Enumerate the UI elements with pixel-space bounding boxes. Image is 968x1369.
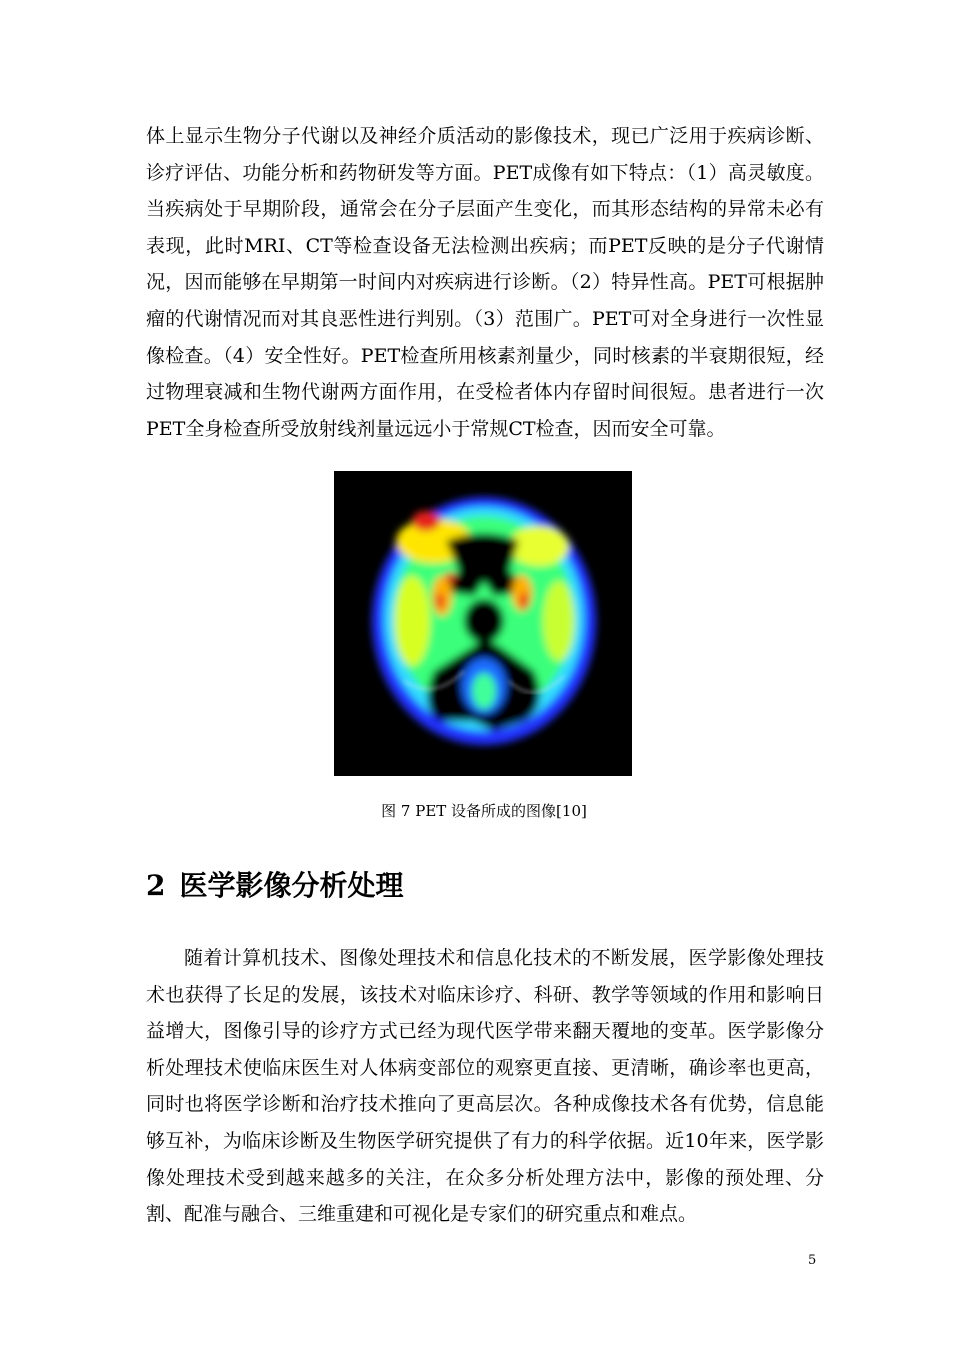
section-paragraph: 随着计算机技术、图像处理技术和信息化技术的不断发展，医学影像处理技术也获得了长足的发展，该技术对临床诊疗、科研、教学等领域的作用和影响日益增大，图像引导的诊疗方式已经为现代医学带来翻天覆地的变革。医学影像分析处理技术使临床医生对人体病变部位的观察更直接、更清晰，确诊率也更高，同时也将医学诊断和治疗技术推向了更高层次。各种成像技术各有优势，信息能够互补，为临床诊断及生物医学研究提供了有力的科学依据。近10年来，医学影像处理技术受到越来越多的关注，在众多分析处理方法中，影像的预处理、分割、配准与融合、三维重建和可视化是专家们的研究重点和难点。 (146, 947, 824, 1226)
pet-brain-image (334, 471, 632, 776)
section-heading (146, 866, 404, 906)
intro-paragraph: 体上显示生物分子代谢以及神经介质活动的影像技术，现已广泛用于疾病诊断、诊疗评估、功能分析和药物研发等方面。PET成像有如下特点：（1）高灵敏度。当疾病处于早期阶段，通常会在分子层面产生变化，而其形态结构的异常未必有表现，此时MRI、CT等检查设备无法检测出疾病；而PET反映的是分子代谢情况，因而能够在早期第一时间内对疾病进行诊断。（2）特异性高。PET可根据肿瘤的代谢情况而对其良恶性进行判别。（3）范围广。PET可对全身进行一次性显像检查。（4）安全性好。PET检查所用核素剂量少，同时核素的半衰期很短，经过物理衰减和生物代谢两方面作用，在受检者体内存留时间很短。患者进行一次PET全身检查所受放射线剂量远远小于常规CT检查，因而安全可靠。 (146, 125, 824, 440)
section-title: 医学影像分析处理 (179, 869, 404, 902)
pet-scan-svg (334, 471, 632, 776)
page-number: 5 (808, 1253, 817, 1268)
figure-caption: 图 7 PET 设备所成的图像[10] (381, 802, 587, 820)
section-number: 2 (146, 869, 166, 902)
